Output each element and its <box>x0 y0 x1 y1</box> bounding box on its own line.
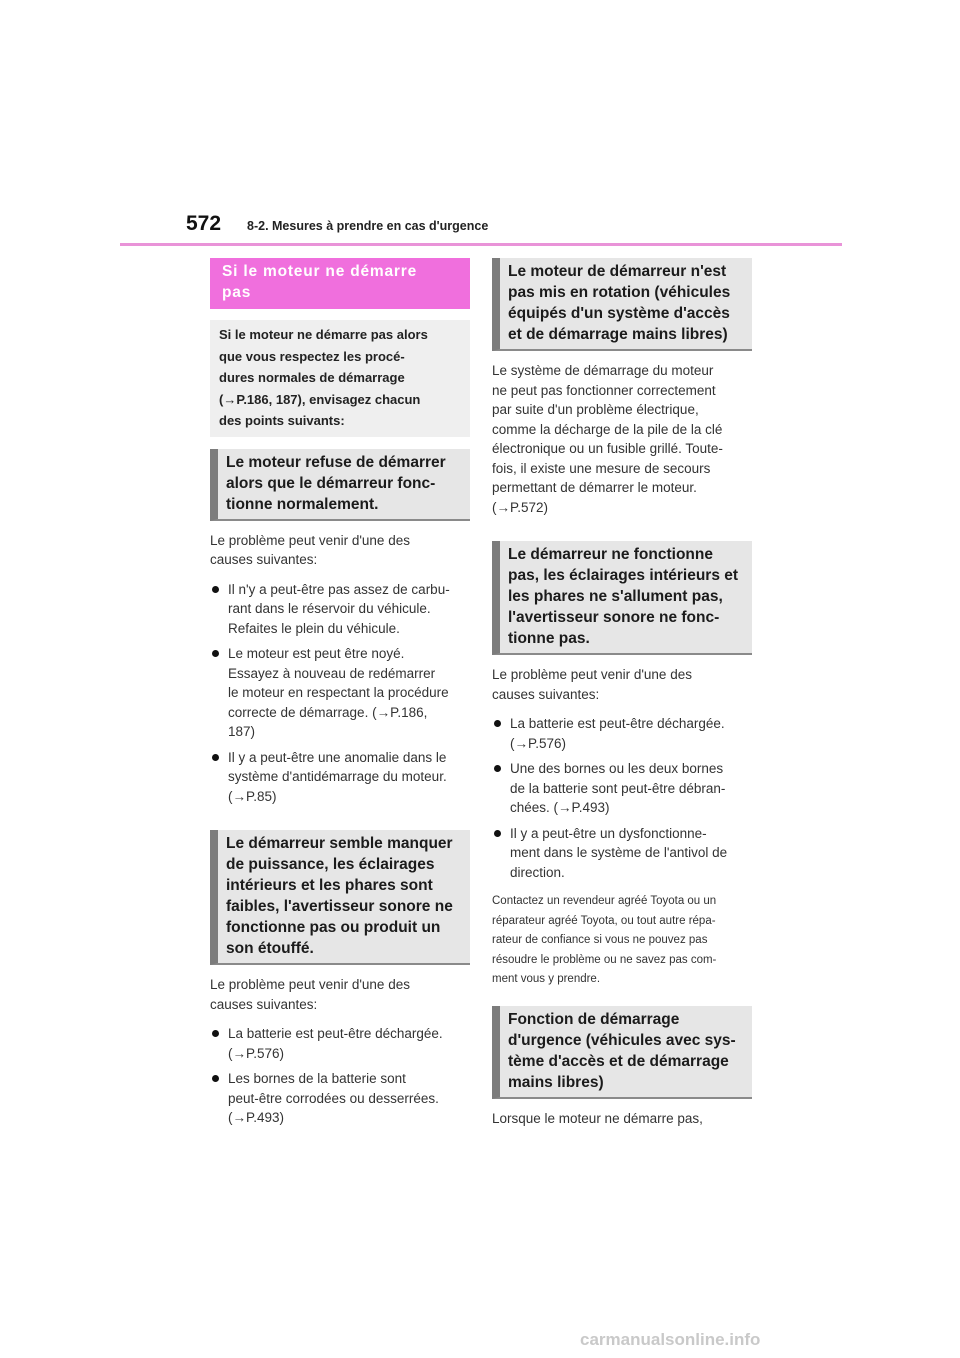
text-line: causes suivantes: <box>210 552 318 567</box>
bullet-text-line: 187) <box>228 724 256 739</box>
page-number: 572 <box>186 212 222 235</box>
bullet-item <box>492 759 752 818</box>
emergency-paragraph <box>492 1109 752 1129</box>
causes-bullet-list <box>492 714 752 882</box>
subsection-title-emergency-start <box>492 1006 752 1099</box>
bullet-text-line: Il n'y a peut-être pas assez de carbu- <box>228 581 450 597</box>
text-line: pas mis en rotation (véhicules <box>508 284 731 301</box>
text-line: (→P.572) <box>492 499 549 515</box>
text-line: faibles, l'avertisseur sonore ne <box>226 898 453 915</box>
bullet-dot-icon <box>494 765 501 772</box>
bullet-text-line: direction. <box>510 864 565 880</box>
text-line: pas, les éclairages intérieurs et <box>508 567 739 584</box>
header-rule <box>120 243 842 246</box>
text-line: électronique ou un fusible grillé. Toute- <box>492 441 723 456</box>
text-line: des points suivants: <box>219 413 345 428</box>
bullet-text-line: (→P.85) <box>228 788 277 804</box>
bullet-text-line: (→P.576) <box>510 735 567 751</box>
text-line: rateur de confiance si vous ne pouvez pas <box>492 934 708 946</box>
bullet-text-line: ment dans le système de l'antivol de <box>510 845 728 860</box>
bullet-dot-icon <box>494 720 501 727</box>
causes-bullet-list <box>210 580 470 807</box>
bullet-dot-icon <box>212 1030 219 1037</box>
text-line: d'urgence (véhicules avec sys- <box>508 1031 736 1049</box>
text-line: intérieurs et les phares sont <box>226 877 433 894</box>
text-line: tème d'accès et de démarrage <box>508 1052 729 1070</box>
text-line: dures normales de démarrage <box>219 370 405 385</box>
causes-paragraph <box>210 531 470 570</box>
text-line: résoudre le problème ou ne savez pas com- <box>492 953 717 966</box>
text-line: tionne normalement. <box>226 495 379 513</box>
text-line: Contactez un revendeur agréé Toyota ou un <box>492 895 717 907</box>
text-line: Le moteur de démarreur n'est <box>508 263 727 280</box>
bullet-text-line: (→P.576) <box>228 1045 285 1061</box>
subsection-title-weak-starter <box>210 830 470 965</box>
bullet-text-line: rant dans le réservoir du véhicule. <box>228 601 431 616</box>
text-line: Le problème peut venir d'une des <box>210 532 410 548</box>
text-line: Le problème peut venir d'une des <box>210 977 410 992</box>
chapter-heading: 8-2. Mesures à prendre en cas d'urgence <box>247 219 489 233</box>
bullet-text-line: Le moteur est peut être noyé. <box>228 646 405 661</box>
text-line: Le problème peut venir d'une des <box>492 667 692 682</box>
text-line: fois, il existe une mesure de secours <box>492 460 711 476</box>
subsection-title-no-power <box>492 541 752 655</box>
bullet-text-line: La batterie est peut-être déchargée. <box>510 716 725 731</box>
bullet-text-line: système d'antidémarrage du moteur. <box>228 769 447 784</box>
bullet-dot-icon <box>494 830 501 837</box>
bullet-item <box>210 580 470 639</box>
text-line: mains libres) <box>508 1073 604 1091</box>
bullet-text-line: Refaites le plein du véhicule. <box>228 620 400 636</box>
text-line: (→P.186, 187), envisagez chacun <box>219 391 421 407</box>
right-column <box>492 258 752 1138</box>
text-line: ne peut pas fonctionner correctement <box>492 382 716 398</box>
bullet-item <box>210 1024 470 1063</box>
text-line: Si le moteur ne démarre <box>222 263 417 280</box>
subsection-title-starter-not-rotating <box>492 258 752 351</box>
text-line: Fonction de démarrage <box>508 1010 680 1028</box>
section-title <box>210 258 470 309</box>
bullet-dot-icon <box>212 650 219 657</box>
watermark: carmanualsonline.info <box>580 1330 761 1349</box>
text-line: Le démarreur ne fonctionne <box>508 546 713 563</box>
text-line: Si le moteur ne démarre pas alors <box>219 327 428 342</box>
text-line: ment vous y prendre. <box>492 973 601 985</box>
bullet-text-line: chées. (→P.493) <box>510 800 610 815</box>
causes-paragraph <box>492 665 752 704</box>
bullet-text-line: de la batterie sont peut-être débran- <box>510 780 726 796</box>
bullet-text-line: Il y a peut-être une anomalie dans le <box>228 749 447 765</box>
bullet-dot-icon <box>212 1075 219 1082</box>
bullet-text-line: Il y a peut-être un dysfonctionne- <box>510 825 707 841</box>
bullet-dot-icon <box>212 754 219 761</box>
bullet-text-line: Essayez à nouveau de redémarrer <box>228 665 436 681</box>
text-line: pas <box>222 284 252 301</box>
bullet-text-line: correcte de démarrage. (→P.186, <box>228 704 428 720</box>
text-line: causes suivantes: <box>492 686 600 702</box>
bullet-item <box>492 824 752 883</box>
text-line: et de démarrage mains libres) <box>508 326 728 343</box>
left-column <box>210 258 470 1138</box>
bullet-text-line: peut-être corrodées ou desserrées. <box>228 1090 439 1106</box>
text-line: Le moteur refuse de démarrer <box>226 453 446 471</box>
text-line: Le démarreur semble manquer <box>226 835 453 852</box>
bullet-text-line: (→P.493) <box>228 1110 285 1125</box>
text-line: l'avertisseur sonore ne fonc- <box>508 609 720 626</box>
text-line: que vous respectez les procé- <box>219 348 405 364</box>
bullet-text-line: le moteur en respectant la procédure <box>228 685 449 700</box>
bullet-text-line: La batterie est peut-être déchargée. <box>228 1026 443 1041</box>
bullet-item <box>210 748 470 807</box>
intro-box <box>210 320 470 437</box>
bullet-item <box>210 644 470 742</box>
bullet-item <box>492 714 752 753</box>
text-line: fonctionne pas ou produit un <box>226 919 441 936</box>
causes-paragraph <box>210 975 470 1014</box>
text-line: réparateur agréé Toyota, ou tout autre répa- <box>492 914 716 927</box>
text-line: causes suivantes: <box>210 996 318 1012</box>
bullet-item <box>210 1069 470 1128</box>
text-line: tionne pas. <box>508 630 590 647</box>
text-line: alors que le démarreur fonc- <box>226 474 436 492</box>
text-line: par suite d'un problème électrique, <box>492 402 699 417</box>
bullet-text-line: Une des bornes ou les deux bornes <box>510 761 724 776</box>
subsection-title-engine-wont-start <box>210 449 470 521</box>
bullet-dot-icon <box>212 586 219 593</box>
text-line: permettant de démarrer le moteur. <box>492 480 697 495</box>
causes-bullet-list <box>210 1024 470 1128</box>
bullet-text-line: Les bornes de la batterie sont <box>228 1071 406 1086</box>
text-line: équipés d'un système d'accès <box>508 305 730 322</box>
text-line: les phares ne s'allument pas, <box>508 588 723 605</box>
starter-paragraph <box>492 361 752 517</box>
dealer-note <box>492 892 752 990</box>
text-line: de puissance, les éclairages <box>226 856 435 873</box>
text-line: Lorsque le moteur ne démarre pas, <box>492 1110 703 1126</box>
text-line: son étouffé. <box>226 940 314 957</box>
text-line: Le système de démarrage du moteur <box>492 363 714 378</box>
text-line: comme la décharge de la pile de la clé <box>492 421 723 437</box>
